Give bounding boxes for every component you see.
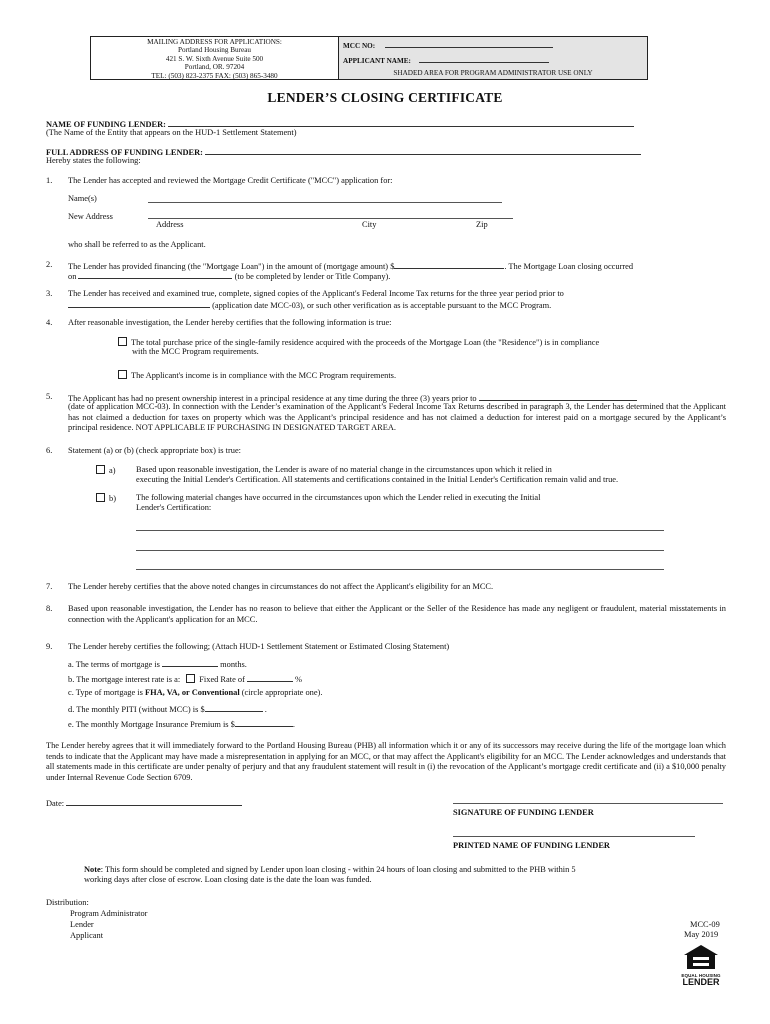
zip-sublabel: Zip <box>476 220 488 229</box>
item-4-check-2 <box>118 370 396 382</box>
item-4-number: 4. <box>46 318 53 327</box>
item-1-number: 1. <box>46 176 53 185</box>
distribution-item: Program Administrator <box>70 909 148 918</box>
applicant-name-label: APPLICANT NAME: <box>343 57 411 65</box>
mip-field[interactable] <box>235 718 293 727</box>
lender-agreement: The Lender hereby agrees that it will immediately forward to the Portland Housing Bureau (PHB) all information which it or any of its successors may receive during the life of the mortgage loan which tends to indicate that the Applicant may have made a misrepresentation in applying for an MCC, or that may affect the Applicant's eligibility for an MCC. The Lender acknowledges and understands that all statements made in this certificate are under penalty of perjury and that any fraudulent statement will result in (i) the revocation of the Applicant’s mortgage credit certificate and (ii) a $10,000 penalty under Internal Revenue Code Section 6709. <box>46 741 726 782</box>
item-2-text-a: The Lender has provided financing (the "Mortgage Loan") in the amount of (mortgage amount) $ <box>68 262 395 271</box>
income-checkbox[interactable] <box>118 370 127 379</box>
signature-label: SIGNATURE OF FUNDING LENDER <box>453 808 594 817</box>
item-5-text-b: (date of application MCC-03). In connection with the Lender’s examination of the Applicant’s Federal Income Tax Returns described in paragraph 3, the Lender has determined that the Applicant has not claimed a deduction for taxes on property which was the Applicant’s principal residence and has not claimed a deduction for interest paid on a mortgage secured by the Applicant’s principal residence. NOT APPLICABLE IF PURCHASING IN DESIGNATED TARGET AREA. <box>68 402 726 432</box>
item-2-number: 2. <box>46 260 53 269</box>
funding-lender-name-field[interactable] <box>168 118 634 127</box>
item-2-line2 <box>68 270 390 283</box>
statement-a-option <box>96 465 116 477</box>
funding-lender-address-label: FULL ADDRESS OF FUNDING LENDER: <box>46 148 203 157</box>
mailing-address-block <box>91 37 339 79</box>
page-title: LENDER’S CLOSING CERTIFICATE <box>267 90 503 105</box>
mailing-street: 421 S. W. Sixth Avenue Suite 500 <box>165 54 264 63</box>
shaded-area-note: SHADED AREA FOR PROGRAM ADMINISTRATOR USE ONLY <box>393 69 593 77</box>
admin-shaded-area <box>339 37 647 79</box>
item-4-text: After reasonable investigation, the Lender hereby certifies that the following information is true: <box>68 318 392 327</box>
purchase-price-checkbox[interactable] <box>118 337 127 346</box>
signature-line[interactable] <box>453 803 723 804</box>
item-2-text-b: . The Mortgage Loan closing occurred <box>504 262 634 271</box>
check-1-text: The total purchase price of the single-family residence acquired with the proceeds of the Mortgage Loan (the "Residence") is in compliance <box>131 338 600 347</box>
term-field[interactable] <box>162 658 218 667</box>
item-9-text: The Lender hereby certifies the following; (Attach HUD-1 Settlement Statement or Estimated Closing Statement) <box>68 642 450 651</box>
item-9b <box>68 673 302 686</box>
mailing-org: Portland Housing Bureau <box>177 46 252 55</box>
item-9c <box>68 688 322 699</box>
application-date-field[interactable] <box>68 299 210 308</box>
distribution-item: Lender <box>70 920 94 929</box>
applicant-referred: who shall be referred to as the Applicant. <box>68 240 206 249</box>
item-9e <box>68 718 295 731</box>
mailing-city: Portland, OR. 97204 <box>184 63 245 72</box>
statement-b-option <box>96 493 116 505</box>
check-2-text: The Applicant's income is in compliance with the MCC Program requirements. <box>131 371 397 380</box>
item-7-number: 7. <box>46 582 53 591</box>
submission-note <box>84 865 704 876</box>
item-2-text-c: (to be completed by lender or Title Company). <box>234 272 391 281</box>
mortgage-type-options[interactable]: FHA, VA, or Conventional <box>144 688 240 697</box>
percent-sign: % <box>295 675 303 684</box>
check-1-text-b: with the MCC Program requirements. <box>132 347 259 356</box>
changes-line-1[interactable] <box>136 530 664 531</box>
term-months: months. <box>220 660 247 669</box>
printed-name-label: PRINTED NAME OF FUNDING LENDER <box>453 841 610 850</box>
item-6-number: 6. <box>46 446 53 455</box>
date-label: Date: <box>46 799 65 808</box>
statement-b-checkbox[interactable] <box>96 493 105 502</box>
mortgage-type-note: (circle appropriate one). <box>241 688 323 697</box>
term-label: a. The terms of mortgage is <box>68 660 160 669</box>
item-8-text: Based upon reasonable investigation, the Lender has no reason to believe that either the Applicant or the Seller of the Residence has made any negligent or fraudulent, material misstatements in connection with the Applicant's application for an MCC. <box>68 604 726 624</box>
city-sublabel: City <box>362 220 377 229</box>
logo-line-2: LENDER <box>682 977 720 987</box>
new-address-label: New Address <box>68 212 113 221</box>
piti-label: d. The monthly PITI (without MCC) is $ <box>68 705 205 714</box>
date-field[interactable] <box>66 797 242 806</box>
date-row <box>46 797 242 810</box>
applicant-name-field[interactable] <box>419 54 549 63</box>
item-3-line2 <box>68 299 551 312</box>
note-label: Note <box>84 865 101 874</box>
changes-line-3[interactable] <box>136 569 664 570</box>
statement-a-text-b: executing the Initial Lender's Certification. All statements and certifications contained in the Initial Lender's Certification remain valid and true. <box>136 475 619 484</box>
mailing-phone: TEL: (503) 823-2375 FAX: (503) 865-3480 <box>151 71 278 80</box>
mcc-no-label: MCC NO: <box>343 42 376 50</box>
new-address-field[interactable] <box>148 218 513 219</box>
statement-a-label: a) <box>109 466 116 475</box>
distribution-label: Distribution: <box>46 898 89 907</box>
fixed-rate-checkbox[interactable] <box>186 674 195 683</box>
statement-b-text: The following material changes have occurred in the circumstances upon which the Lender relied in executing the Initial <box>136 493 541 502</box>
funding-lender-name-note: (The Name of the Entity that appears on the HUD-1 Settlement Statement) <box>46 128 297 137</box>
piti-field[interactable] <box>205 703 263 712</box>
piti-period: . <box>264 705 267 714</box>
item-2-on: on <box>68 272 77 281</box>
item-5-text-a: The Applicant has had no present ownership interest in a principal residence at any time during the three (3) years prior to <box>68 394 477 403</box>
item-3-number: 3. <box>46 289 53 298</box>
address-sublabel: Address <box>156 220 184 229</box>
mip-period: . <box>292 720 295 729</box>
item-8-number: 8. <box>46 604 53 613</box>
item-7-text: The Lender hereby certifies that the above noted changes in circumstances do not affect the Applicant's eligibility for an MCC. <box>68 582 494 591</box>
fixed-rate-label: Fixed Rate of <box>199 675 245 684</box>
equal-housing-house-icon <box>681 944 721 970</box>
prior-date-field[interactable] <box>479 392 637 401</box>
note-text: : This form should be completed and signed by Lender upon loan closing - within 24 hours of loan closing and submitted to the PHB within 5 <box>100 865 576 874</box>
item-9-number: 9. <box>46 642 53 651</box>
statement-a-checkbox[interactable] <box>96 465 105 474</box>
statement-b-label: b) <box>109 494 116 503</box>
form-date: May 2019 <box>684 930 719 939</box>
names-label: Name(s) <box>68 194 97 203</box>
fixed-rate-field[interactable] <box>247 673 293 682</box>
mcc-no-field[interactable] <box>385 39 553 48</box>
funding-lender-address-field[interactable] <box>205 146 641 155</box>
item-3-text-a: The Lender has received and examined true, complete, signed copies of the Applicant's Federal Income Tax returns for the three year period prior to <box>68 289 564 298</box>
statement-a-text: Based upon reasonable investigation, the Lender is aware of no material change in the circumstances upon which it relied in <box>136 465 552 474</box>
item-9a <box>68 658 247 671</box>
mortgage-type-label: c. Type of mortgage is <box>68 688 143 697</box>
note-text-b: working days after close of escrow. Loan closing date is the date the loan was funded. <box>84 875 372 884</box>
item-1-text: The Lender has accepted and reviewed the Mortgage Credit Certificate ("MCC") application for: <box>68 176 393 185</box>
names-field[interactable] <box>148 202 502 203</box>
mortgage-amount-field[interactable] <box>394 260 504 269</box>
item-3-text-b: (application date MCC-03), or such other verification as is acceptable pursuant to the MCC Program. <box>212 301 552 310</box>
changes-line-2[interactable] <box>136 550 664 551</box>
equal-housing-lender-logo <box>681 944 721 988</box>
closing-date-field[interactable] <box>78 270 232 279</box>
logo-line-1: EQUAL HOUSING <box>681 972 721 978</box>
item-6-text: Statement (a) or (b) (check appropriate box) is true: <box>68 446 242 455</box>
item-5-number: 5. <box>46 392 53 401</box>
statement-b-text-b: Lender's Certification: <box>136 503 212 512</box>
header-box <box>90 36 648 80</box>
funding-lender-name-label: NAME OF FUNDING LENDER: <box>46 120 166 129</box>
mip-label: e. The monthly Mortgage Insurance Premium is $ <box>68 720 235 729</box>
rate-label: b. The mortgage interest rate is a: <box>68 675 181 684</box>
printed-name-line[interactable] <box>453 836 695 837</box>
distribution-item: Applicant <box>70 931 104 940</box>
form-id: MCC-09 <box>690 920 720 929</box>
item-9d <box>68 703 267 716</box>
hereby-states: Hereby states the following: <box>46 156 141 165</box>
mailing-label: MAILING ADDRESS FOR APPLICATIONS: <box>147 38 282 46</box>
